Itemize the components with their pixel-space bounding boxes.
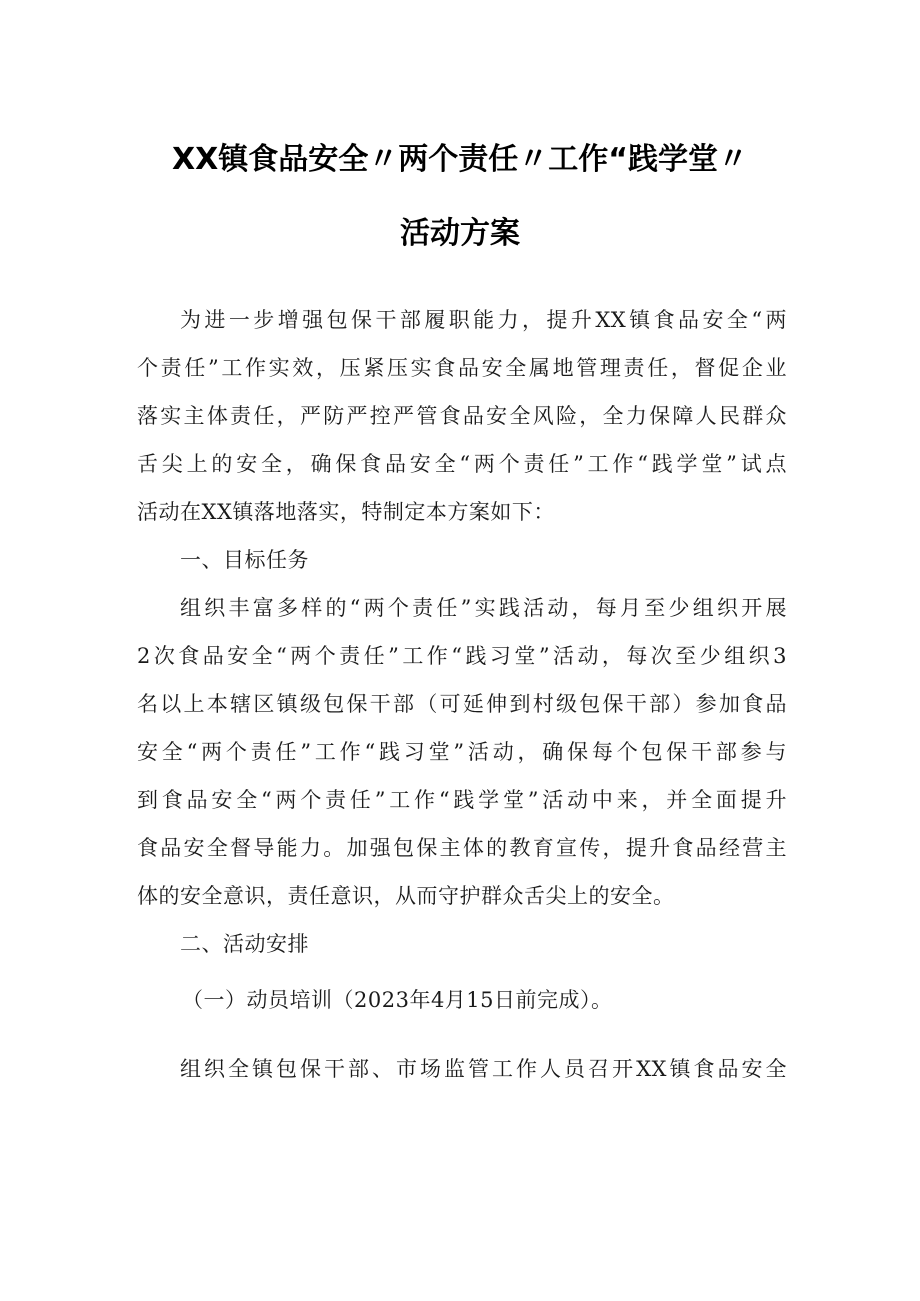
document-title-line-2: 活动方案 bbox=[400, 216, 520, 251]
goals-paragraph-line: 食品安全督导能力。加强包保主体的教育宣传，提升食品经营主 bbox=[137, 836, 787, 860]
section-heading-arrangement: 二、活动安排 bbox=[180, 932, 309, 956]
section-heading-goals: 一、目标任务 bbox=[180, 548, 309, 572]
document-title-line-1: XX镇食品安全〃两个责任〃工作“践学堂〃 bbox=[172, 142, 748, 177]
goals-paragraph-line: 到食品安全“两个责任”工作“践学堂”活动中来，并全面提升 bbox=[137, 788, 787, 812]
subsection-heading-training: （一）动员培训（2023年4月15日前完成）。 bbox=[182, 988, 613, 1012]
intro-paragraph-line: 个责任”工作实效，压紧压实食品安全属地管理责任，督促企业 bbox=[137, 356, 787, 380]
intro-paragraph-line: 活动在XX镇落地落实，特制定本方案如下： bbox=[137, 500, 555, 524]
goals-paragraph-line: 2次食品安全“两个责任”工作“践习堂”活动，每次至少组织3 bbox=[137, 644, 787, 668]
intro-paragraph-line: 舌尖上的安全，确保食品安全“两个责任”工作“践学堂”试点 bbox=[137, 452, 787, 476]
goals-paragraph-line: 安全“两个责任”工作“践习堂”活动，确保每个包保干部参与 bbox=[137, 740, 787, 764]
goals-paragraph-line: 体的安全意识，责任意识，从而守护群众舌尖上的安全。 bbox=[137, 884, 675, 908]
intro-paragraph-line: 为进一步增强包保干部履职能力，提升XX镇食品安全“两 bbox=[180, 308, 787, 332]
goals-paragraph-line: 名以上本辖区镇级包保干部（可延伸到村级包保干部）参加食品 bbox=[137, 692, 787, 716]
intro-paragraph-line: 落实主体责任，严防严控严管食品安全风险，全力保障人民群众 bbox=[137, 404, 787, 428]
goals-paragraph-line: 组织丰富多样的“两个责任”实践活动，每月至少组织开展 bbox=[180, 596, 787, 620]
training-paragraph-line: 组织全镇包保干部、市场监管工作人员召开XX镇食品安全 bbox=[180, 1057, 787, 1081]
